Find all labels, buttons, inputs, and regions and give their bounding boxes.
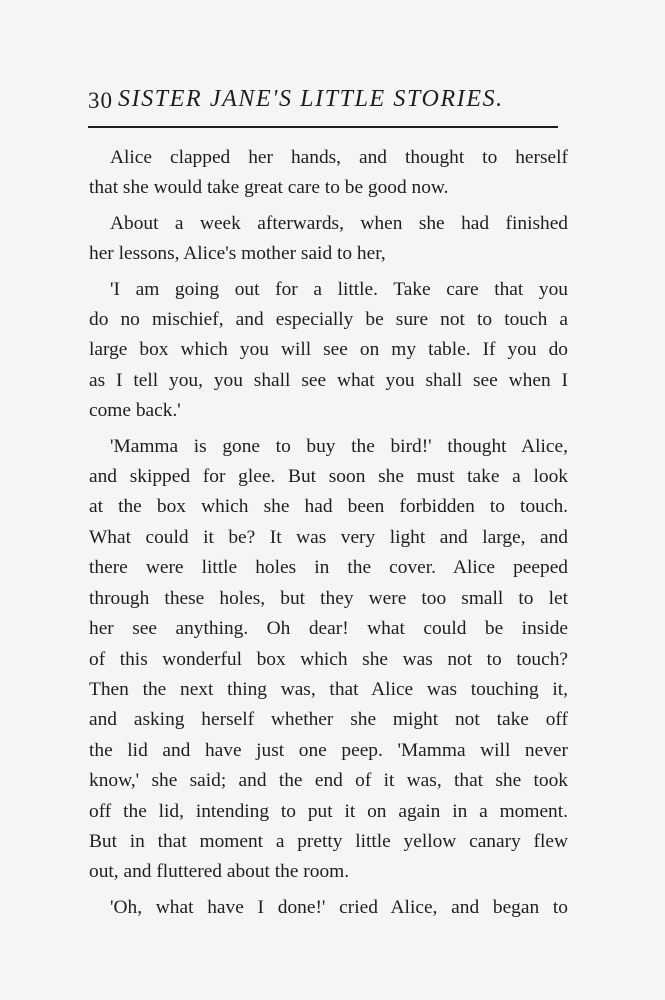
text-line: that she would take great care to be good now. (89, 177, 449, 199)
text-line: 'I am going out for a little. Take care that you (110, 278, 568, 300)
text-line: What could it be? It was very light and large, and (89, 526, 568, 548)
page-header (88, 86, 558, 118)
text-line: there were little holes in the cover. Alice peeped (89, 557, 568, 579)
text-line: as I tell you, you shall see what you shall see when I (89, 369, 568, 391)
text-line: large box which you will see on my table. If you do (89, 339, 568, 361)
text-line: her see anything. Oh dear! what could be inside (89, 618, 568, 640)
text-line: come back.' (89, 400, 181, 422)
text-line: out, and fluttered about the room. (89, 861, 350, 883)
text-line: and asking herself whether she might not take off (89, 709, 568, 731)
text-line: 'Oh, what have I done!' cried Alice, and began to (110, 896, 568, 918)
text-line: the lid and have just one peep. 'Mamma will never (89, 739, 568, 761)
header-rule (88, 126, 558, 128)
text-line: through these holes, but they were too small to let (89, 587, 568, 609)
page-number: 30 (88, 88, 113, 113)
text-line: know,' she said; and the end of it was, that she took (89, 770, 568, 792)
text-line: off the lid, intending to put it on again in a moment. (89, 800, 568, 822)
text-line: do no mischief, and especially be sure not to touch a (89, 309, 568, 331)
text-line: of this wonderful box which she was not to touch? (89, 648, 568, 670)
running-title: SISTER JANE'S LITTLE STORIES. (118, 86, 504, 112)
text-line: About a week afterwards, when she had finished (110, 212, 568, 234)
text-line: at the box which she had been forbidden to touch. (89, 496, 568, 518)
body-text (89, 143, 568, 923)
text-line: Then the next thing was, that Alice was touching it, (89, 678, 568, 700)
text-line: But in that moment a pretty little yellow canary flew (89, 830, 568, 852)
text-line: Alice clapped her hands, and thought to herself (110, 147, 568, 168)
text-line: 'Mamma is gone to buy the bird!' thought Alice, (110, 435, 568, 457)
text-line: and skipped for glee. But soon she must take a look (89, 466, 568, 488)
text-line: her lessons, Alice's mother said to her, (89, 243, 386, 265)
